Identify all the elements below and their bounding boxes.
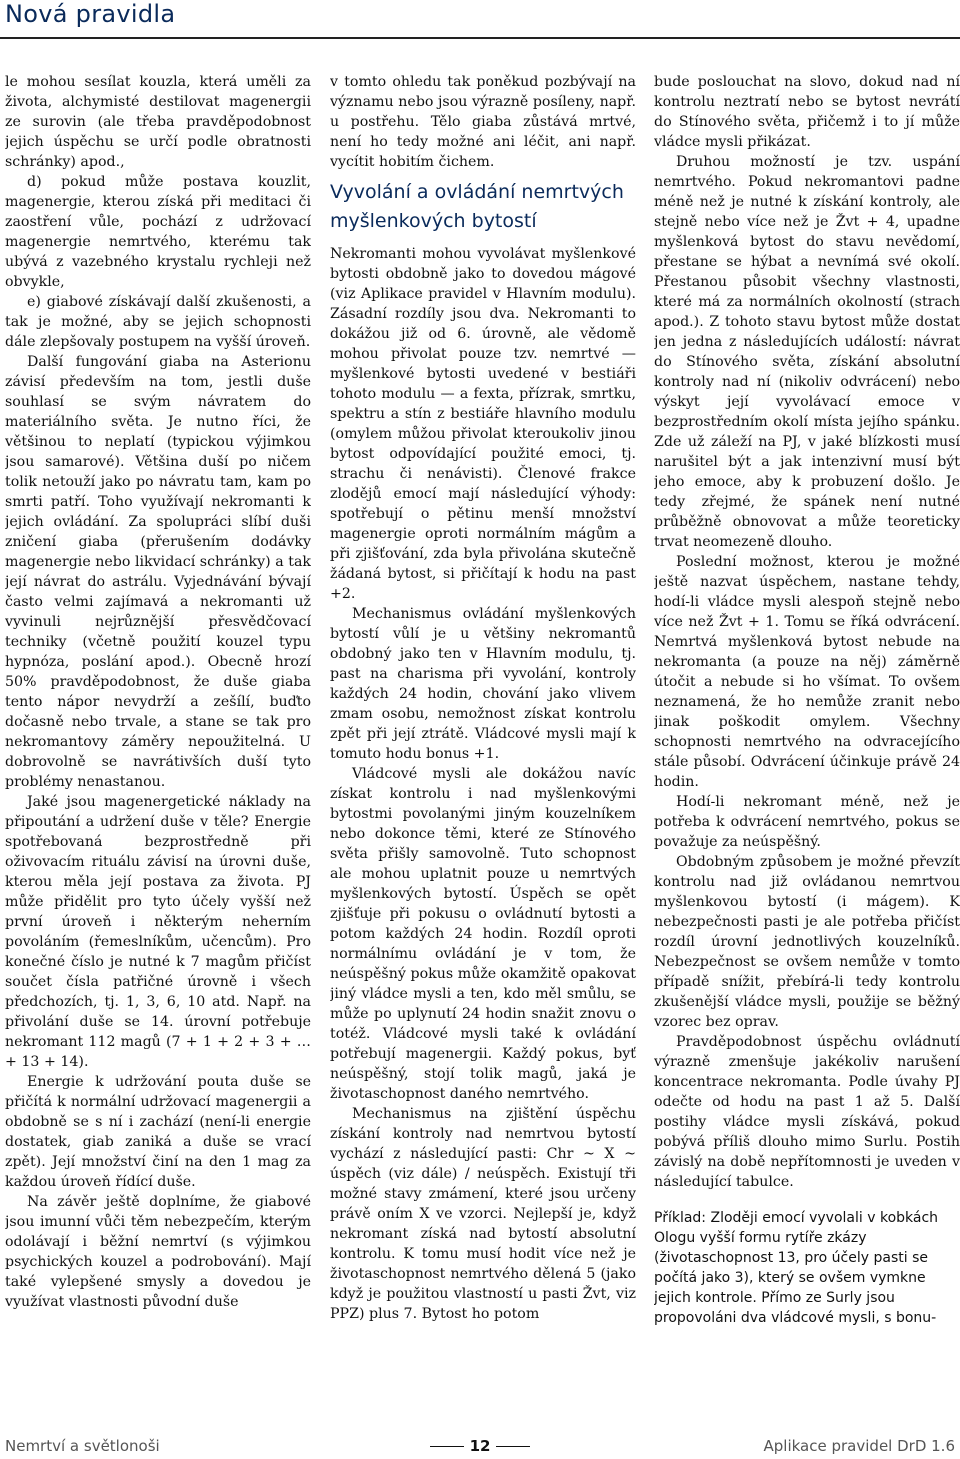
paragraph: Další fungování giaba na Asterionu závisí především na tom, jestli duše souhlasí se svým návratem do materiálního světa. Je nutno říci, že většinou to neplatí (typickou výjimkou jsou samarové). Většina duší po ničem tolik netouží jako po návratu tam, kam po smrti patří. Toho využívají nekromanti k jejich ovládání. Za spolupráci slíbí duši zničení giaba (přerušením dodávky magenergie nebo likvidací schránky) a tak její návrat do astrálu. Vyjednávání bývají často velmi zajímavá a nekromanti už vyvinuli nejrůznější přesvědčovací techniky (včetně použití kouzel typu hypnóza, poslání apod.). Obecně hrozí 50% pravděpodobnost, že duše giaba tento nápor nevydrží a zešílí, buďto dočasně nebo trvale, a stane se tak pro nekromantovy záměry nepoužitelná. U dobrovolně se navrátivších duší tyto problémy nenastanou. bbox=[5, 354, 311, 790]
paragraph: Hodí-li nekromant méně, než je potřeba k odvrácení nemrtvého, pokus se považuje za neúspěšný. bbox=[654, 794, 960, 850]
paragraph: bude poslouchat na slovo, dokud nad ní kontrolu neztratí nebo se bytost nevrátí do Stínového světa, přičemž i to jí může vládce mysli přikázat. bbox=[654, 74, 960, 150]
column-3 bbox=[654, 72, 960, 1397]
page-title: Nová pravidla bbox=[5, 0, 176, 28]
paragraph: le mohou sesílat kouzla, která uměli za života, alchymisté destilovat magenergii ze surovin (ale třeba pravděpodobnost jejich úspěchu se určí podle obratnosti schránky) apod., bbox=[5, 74, 311, 170]
example-box: Příklad: Zloději emocí vyvolali v kobkách Ologu vyšší formu rytíře zkázy (životaschopnost 13, pro účely pasti se počítá jako 3), který se ovšem vymkne jejich kontrole. Přímo ze Surly jsou propovoláni dva vládcové mysli, s bonu- bbox=[654, 1210, 939, 1326]
paragraph: d) pokud může postava kouzlit, magenergie, kterou získá při meditaci či zaostření vůle, pochází z udržovací magenergie nemrtvého, kterému tak ubývá z vazebného krystalu rychleji než obvykle, bbox=[5, 174, 311, 290]
paragraph: e) giabové získávají další zkušenosti, a tak je možné, aby se jejich schopnosti dále zlepšovaly postupem na vyšší úroveň. bbox=[5, 294, 311, 350]
page-number: 12 bbox=[469, 1437, 491, 1455]
paragraph: Poslední možnost, kterou je možné ještě nazvat úspěchem, nastane tehdy, hodí-li vládce mysli alespoň stejně nebo více než Žvt + 1. Tomu se říká odvrácení. Nemrtvá myšlenková bytost nebude na nekromanta (a pouze na něj) záměrně útočit a nebude si ho všímat. To ovšem neznamená, že ho nemůže zranit nebo jinak poškodit omylem. Všechny schopnosti nemrtvého na odvracejícího stále působí. Odvrácení účinkuje právě 24 hodin. bbox=[654, 554, 960, 790]
footer-section-title: Nemrtví a světlonoši bbox=[5, 1437, 160, 1455]
paragraph: Nekromanti mohou vyvolávat myšlenkové bytosti obdobně jako to dovedou mágové (viz Aplikace pravidel v Hlavním modulu). Zásadní rozdíly jsou dva. Nekromanti to dokážou již od 6. úrovně, ale vědomě mohou přivolat pouze tzv. nemrtvé — myšlenkové bytosti uvedené v bestiáři tohoto modulu — a fexta, přízrak, smrtku, spektru a stín z bestiáře hlavního modulu (omylem můžou přivolat kteroukoliv jinou bytost odpovídající použité emoci, tj. strachu či nenávisti). Členové frakce zlodějů emocí mají následující výhody: spotřebují o pětinu menší množství magenergie oproti normálním mágům a při zjišťování, zda byla přivolána skutečně žádaná bytost, si přičítají k hodu na past +2. bbox=[330, 246, 636, 602]
page-number-rule bbox=[430, 1446, 464, 1447]
paragraph: Vládcové mysli ale dokážou navíc získat kontrolu i nad myšlenkovými bytostmi povolanými jiným kouzelníkem nebo dokonce těmi, které ze Stínového světa přišly samovolně. Tuto schopnost ale mohou uplatnit pouze u nemrtvých myšlenkových bytostí. Úspěch se opět zjišťuje při pokusu o ovládnutí bytosti a potom každých 24 hodin. Rozdíl oproti normálnímu ovládání je v tom, že neúspěšný pokus může okamžitě opakovat jiný vládce mysli a ten, kdo měl smůlu, se může po uplynutí 24 hodin snažit znovu o totéž. Vládcové mysli také k ovládání potřebují magenergii. Každý pokus, byť neúspěšný, stojí tolik magů, jaká je životaschopnost daného nemrtvého. bbox=[330, 766, 636, 1102]
page-number-rule bbox=[496, 1446, 530, 1447]
section-heading: Vyvolání a ovládání nemrtvých myšlenkových bytostí bbox=[330, 181, 624, 232]
paragraph: Mechanismus na zjištění úspěchu získání kontroly nad nemrtvou bytostí vychází z následující pasti: Chr ~ X ~ úspěch (viz dále) / neúspěch. Existují tři možné stavy zmámení, které jsou určeny právě oním X ve vzorci. Nejlepší je, když nekromant získá nad bytostí absolutní kontrolu. K tomu musí hodit více než je životaschopnost nemrtvého dělená 5 (jako když je použitou vlastností u pasti Žvt, viz PPZ) plus 7. Bytost ho potom bbox=[330, 1106, 636, 1322]
paragraph: Energie k udržování pouta duše se přičítá k normální udržovací magenergii a obdobně se s ní i zachází (není-li energie dostatek, giab zaniká a duše se vrací zpět). Její množství činí na den 1 mag za každou úroveň řídící duše. bbox=[5, 1074, 311, 1190]
column-1 bbox=[5, 72, 311, 1397]
column-2 bbox=[330, 72, 636, 1397]
paragraph: Jaké jsou magenergetické náklady na připoutání a udržení duše v těle? Energie spotřebovaná bezprostředně při oživovacím rituálu závisí na úrovni duše, kterou měla její postava za života. PJ může přidělit pro tyto účely vyšší než první úroveň i některým neherním povoláním (řemeslníkům, učencům). Pro konečné číslo je nutné k 7 magům přičíst součet čísla patřičné úrovně i všech předchozích, tj. 1, 3, 6, 10 atd. Např. na přivolání duše se 14. úrovní potřebuje nekromant 112 magů (7 + 1 + 2 + 3 + … + 13 + 14). bbox=[5, 794, 311, 1070]
paragraph: v tomto ohledu tak poněkud pozbývají na významu nebo jsou výrazně posíleny, např. u postřehu. Tělo giaba zůstává mrtvé, není ho tedy možné ani léčit, ani např. vycítit hobitím čichem. bbox=[330, 74, 636, 170]
paragraph: Pravděpodobnost úspěchu ovládnutí výrazně zmenšuje jakékoliv narušení koncentrace nekromanta. Podle úvahy PJ odečte od hodu na past 1 až 5. Další postihy vládce mysli získává, pokud pobývá příliš dlouho mimo Surlu. Postih závislý na době nepřítomnosti je uveden v následující tabulce. bbox=[654, 1034, 960, 1190]
paragraph: Obdobným způsobem je možné převzít kontrolu nad již ovládanou nemrtvou myšlenkovou bytostí (i mágem). K nebezpečnosti pasti je ale potřeba přičíst rozdíl úrovní jednotlivých kouzelníků. Nebezpečnost se ovšem nemůže v tomto případě snížit, přebírá-li tedy kontrolu zkušenější vládce mysli, použije se běžný vzorec bez oprav. bbox=[654, 854, 960, 1030]
page-header bbox=[0, 0, 960, 39]
page-footer bbox=[0, 1435, 960, 1459]
paragraph: Mechanismus ovládání myšlenkových bytostí vůlí je u většiny nekromantů obdobný jako ten v Hlavním modulu, tj. past na charisma při vyvolání, kontroly každých 24 hodin, chování jako vlivem zmam osobu, nemožnost získat kontrolu zpět při její ztrátě. Vládcové mysli mají k tomuto hodu bonus +1. bbox=[330, 606, 636, 762]
footer-book-title: Aplikace pravidel DrD 1.6 bbox=[763, 1437, 955, 1455]
paragraph: Druhou možností je tzv. uspání nemrtvého. Pokud nekromantovi padne méně než je nutné k získání kontroly, ale stejně nebo více než je Žvt + 4, upadne myšlenková bytost do stavu nevědomí, přestane se hýbat a nevnímá své okolí. Přestanou působit všechny vlastnosti, které má za normálních okolností (strach apod.). Z tohoto stavu bytost může dostat jen jedna z následujících událostí: návrat do Stínového světa, získání absolutní kontroly nad ní (nikoliv odvrácení) nebo výskyt její vyvolávací emoce v bezprostředním okolí místa jejího spánku. Zde už záleží na PJ, v jaké blízkosti musí narušitel být a jak intenzivní musí být jeho emoce, aby k probuzení došlo. Je tedy zřejmé, že spánek není nutné průběžně obnovovat a může teoreticky trvat neomezeně dlouho. bbox=[654, 154, 960, 550]
paragraph: Na závěr ještě doplníme, že giabové jsou imunní vůči těm nebezpečím, kterým odolávají i běžní nemrtví (s výjimkou psychických kouzel a podrobování). Mají také vylepšené smysly a dovedou je využívat vlastnosti původní duše bbox=[5, 1194, 311, 1310]
